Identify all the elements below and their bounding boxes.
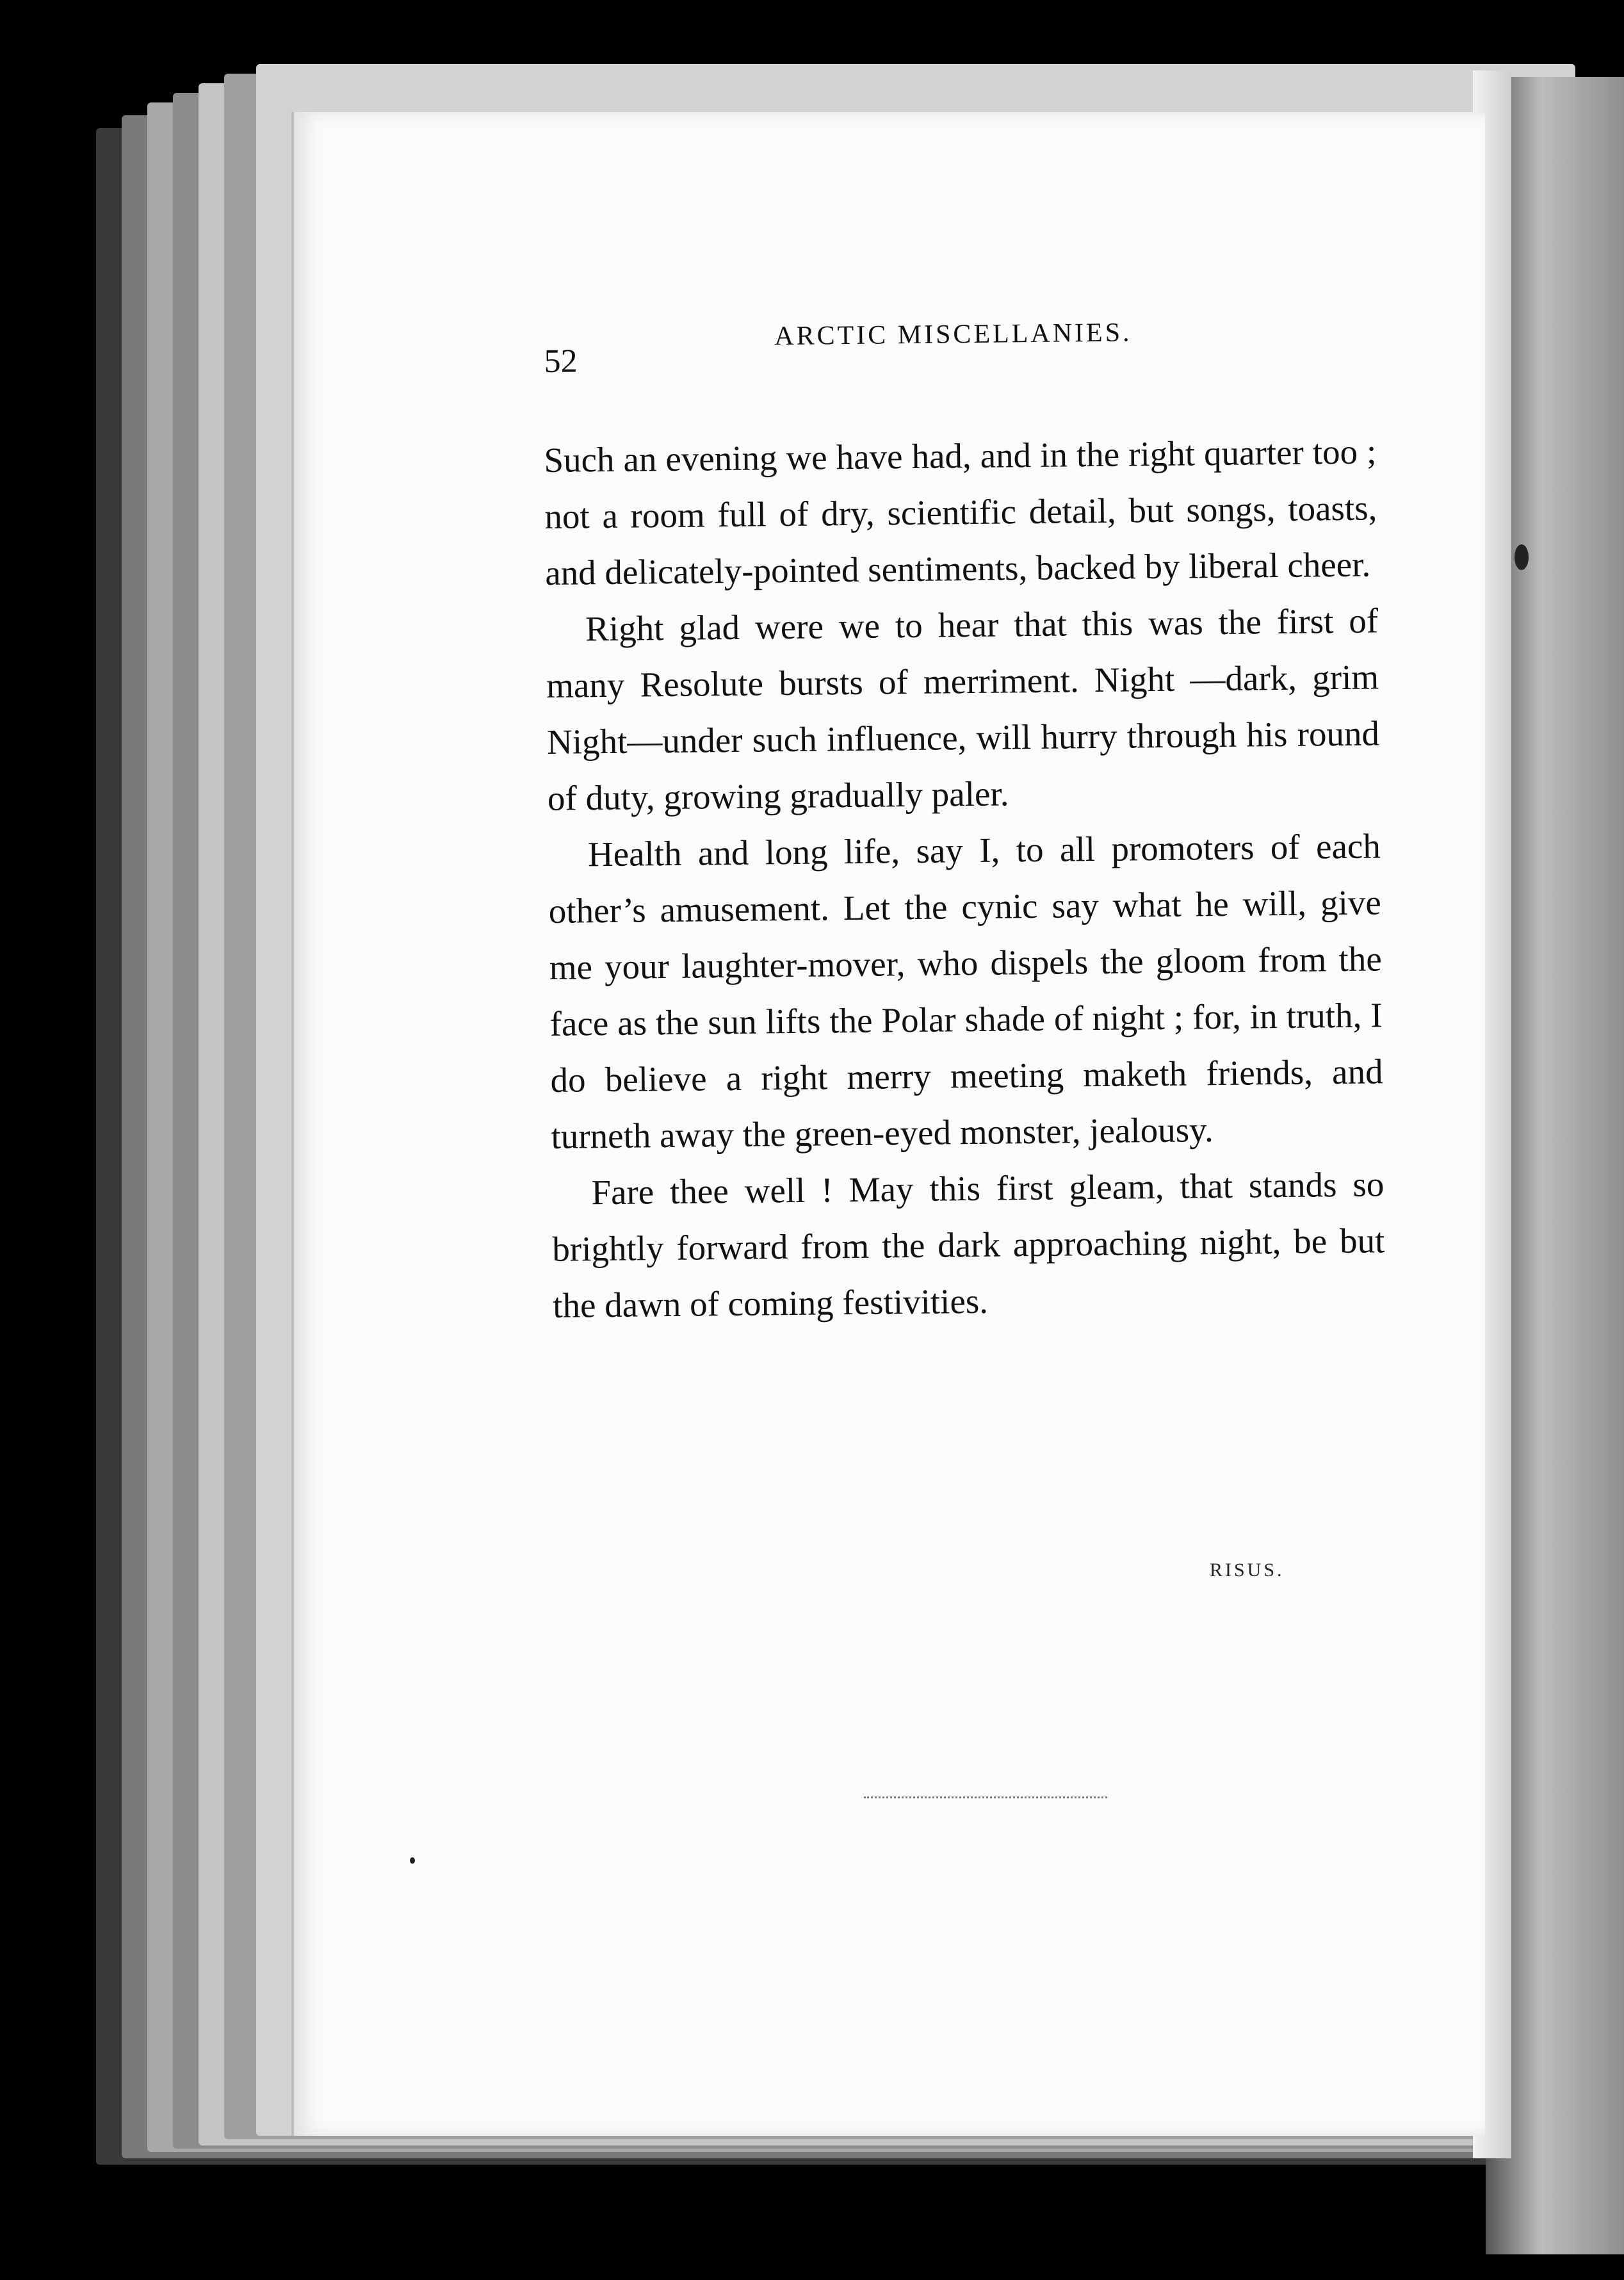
paragraph: Fare thee well ! May this first gleam, that stands so brightly forward from the dark approaching night, be but the dawn of coming festivities. xyxy=(552,1164,1385,1325)
running-head: ARCTIC MISCELLANIES. xyxy=(774,318,1132,352)
book-page xyxy=(291,112,1485,2136)
paragraph: Such an evening we have had, and in the right quarter too ; not a room full of dry, scientific detail, but songs, toasts, and delicately-pointed sentiments, backed by liberal cheer. xyxy=(544,432,1377,592)
body-text xyxy=(544,423,1386,1334)
author-signature: RISUS. xyxy=(1210,1559,1285,1581)
section-divider xyxy=(864,1796,1107,1798)
page-header xyxy=(544,317,1185,381)
paragraph: Health and long life, say I, to all promoters of each other’s amusement. Let the cynic say what he will, give me your laughter-mover, who dispels the gloom from the face as the sun lifts the Polar shade of night ; for, in truth, I do believe a right merry meeting maketh friends, and turneth away the green-eyed monster, jealousy. xyxy=(548,826,1383,1156)
paragraph: Right glad were we to hear that this was the first of many Resolute bursts of merriment. Night —dark, grim Night—under such influence, will hurry through his round of duty, growing gradually paler. xyxy=(546,601,1380,818)
ink-spot xyxy=(1514,544,1529,570)
page-number: 52 xyxy=(544,343,578,380)
ink-spot xyxy=(410,1857,415,1864)
